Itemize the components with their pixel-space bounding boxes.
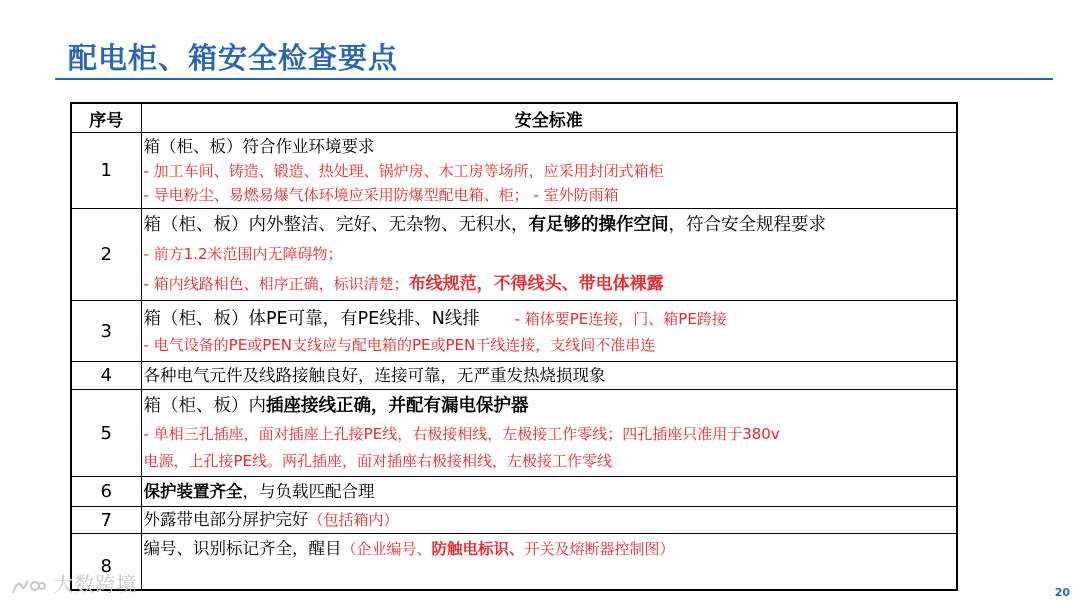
row-number: 5 (71, 390, 141, 477)
row-detail: - 前方1.2米范围内无障碍物； (143, 244, 343, 263)
watermark-text: 大数跨境 (53, 572, 138, 596)
table-row (71, 534, 957, 590)
row-number: 6 (71, 477, 141, 507)
row-text-part: 编号、识别标记齐全，醒目 (143, 539, 342, 558)
row-text-note: （包括箱内） (308, 511, 399, 529)
row-number: 1 (71, 133, 141, 209)
table-row (71, 390, 957, 477)
row-detail: - 导电粉尘、易燃易爆气体环境应采用防爆型配电箱、柜； - 室外防雨箱 (143, 186, 619, 204)
brand-logo-icon (10, 575, 46, 597)
safety-standards-table (70, 102, 958, 591)
table-row (71, 133, 957, 209)
row-text-part: 箱（柜、板）体PE可靠，有PE线排、N线排 (143, 309, 480, 329)
row-content (141, 209, 957, 301)
row-text-part: 外露带电部分屏护完好 (143, 510, 309, 529)
row-number: 8 (71, 534, 141, 590)
table-row (71, 209, 957, 301)
row-content (141, 390, 957, 477)
table-row (71, 362, 957, 390)
row-number: 3 (71, 301, 141, 362)
row-number: 2 (71, 209, 141, 301)
header-serial-number: 序号 (71, 103, 141, 133)
header-safety-standard: 安全标准 (141, 103, 957, 133)
row-text (144, 534, 957, 564)
row-content (141, 301, 957, 362)
row-detail-emphasis: 布线规范，不得线头、带电体裸露 (408, 273, 664, 294)
page-title: 配电柜、箱安全检查要点 (68, 41, 399, 75)
row-text (144, 305, 957, 333)
row-number: 7 (71, 507, 141, 534)
table-row (71, 507, 957, 534)
row-content (141, 507, 957, 534)
row-text-part: 箱（柜、板）内 (143, 396, 266, 416)
row-content (141, 362, 957, 390)
row-detail (144, 269, 957, 299)
row-detail: - 加工车间、铸造、锻造、热处理、锅炉房、木工房等场所，应采用封闭式箱柜 (143, 162, 664, 180)
page-number: 20 (1054, 586, 1070, 599)
row-text-part: 箱（柜、板）内外整洁、完好、无杂物、无积水， (143, 214, 529, 235)
row-content (141, 534, 957, 590)
row-text-note: （企业编号、 (341, 540, 432, 558)
table-row (71, 477, 957, 507)
row-detail-part: - 箱内线路相色、相序正确，标识清楚； (143, 274, 409, 293)
row-text (144, 211, 957, 239)
row-text-part: ，与负载匹配合理 (242, 482, 375, 501)
row-text-emphasis: 有足够的操作空间 (528, 214, 669, 235)
row-text-emphasis: 插座接线正确，并配有漏电保护器 (266, 396, 529, 416)
title-divider (55, 78, 1053, 80)
row-text-note: 开关及熔断器控制图） (524, 540, 675, 558)
table-row (71, 301, 957, 362)
row-text (144, 479, 957, 504)
row-detail: - 单相三孔插座，面对插座上孔接PE线，右极接相线，左极接工作零线；四孔插座只准用于380v (143, 425, 780, 443)
row-detail: - 电气设备的PE或PEN支线应与配电箱的PE或PEN干线连接，支线间不准串连 (143, 336, 656, 354)
row-text (144, 392, 957, 420)
row-detail: 电源，上孔接PE线。两孔插座，面对插座右极接相线，左极接工作零线 (143, 452, 613, 470)
row-content (141, 477, 957, 507)
row-text-part: ，符合安全规程要求 (668, 214, 826, 235)
row-text-note-emphasis: 防触电标识、 (431, 540, 525, 558)
table-header-row (71, 103, 957, 133)
row-text (144, 507, 957, 533)
row-content (141, 133, 957, 209)
row-number: 4 (71, 362, 141, 390)
row-text-note: - 箱体要PE连接，门、箱PE跨接 (509, 310, 727, 328)
row-text: 各种电气元件及线路接触良好，连接可靠，无严重发热烧损现象 (143, 366, 606, 385)
row-text: 箱（柜、板）符合作业环境要求 (143, 137, 375, 156)
row-text-emphasis: 保护装置齐全 (143, 482, 243, 501)
watermark (10, 568, 137, 597)
